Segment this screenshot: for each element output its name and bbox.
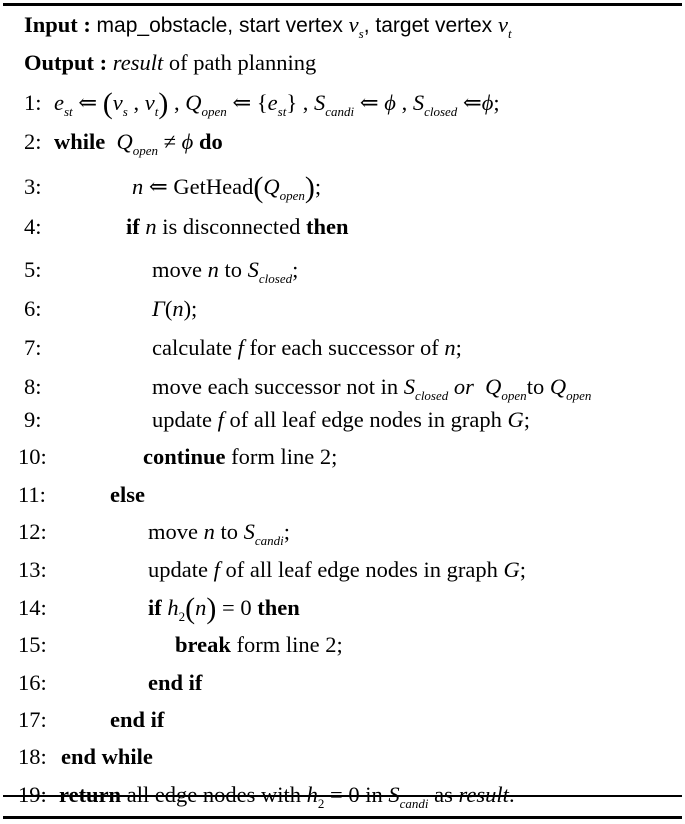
input-label: Input : [24, 12, 91, 37]
output-label: Output : [24, 50, 108, 75]
